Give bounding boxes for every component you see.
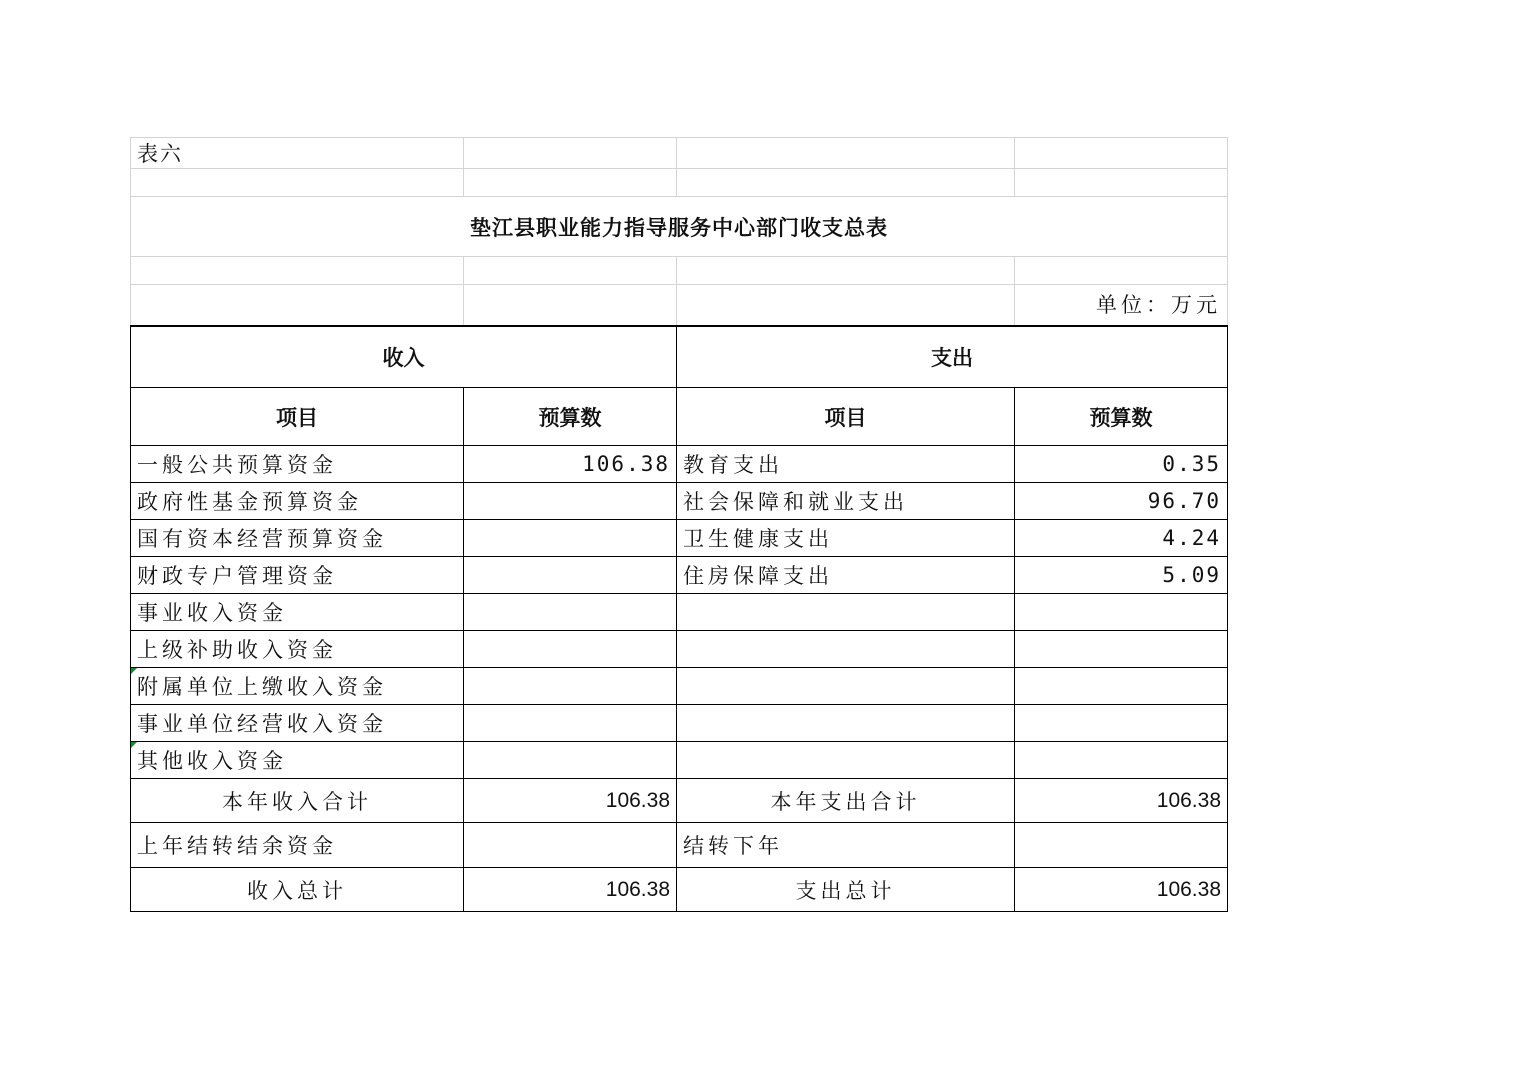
income-total-label: 收入总计 — [131, 868, 464, 912]
empty-cell — [131, 285, 464, 326]
year-expense-label: 本年支出合计 — [677, 779, 1015, 823]
empty-cell — [464, 169, 677, 197]
empty-cell — [464, 138, 677, 169]
expense-value: 5.09 — [1015, 557, 1228, 594]
income-value — [464, 742, 677, 779]
income-item: 国有资本经营预算资金 — [131, 520, 464, 557]
empty-cell — [677, 257, 1015, 285]
expense-item — [677, 594, 1015, 631]
income-value — [464, 594, 677, 631]
table-row — [131, 668, 1228, 705]
income-budget-header: 预算数 — [464, 388, 677, 446]
carry-in-label: 上年结转结余资金 — [131, 823, 464, 868]
empty-cell — [677, 138, 1015, 169]
expense-total-value: 106.38 — [1015, 868, 1228, 912]
table-row — [131, 557, 1228, 594]
unit-label: 单位：万元 — [1015, 285, 1228, 326]
expense-item — [677, 631, 1015, 668]
income-total-value: 106.38 — [464, 868, 677, 912]
table-caption: 表六 — [131, 138, 464, 169]
empty-cell — [1015, 138, 1228, 169]
income-item: 其他收入资金 — [131, 742, 464, 779]
empty-cell — [1015, 169, 1228, 197]
expense-value — [1015, 742, 1228, 779]
income-value — [464, 557, 677, 594]
income-item-header: 项目 — [131, 388, 464, 446]
table-row — [131, 742, 1228, 779]
expense-value — [1015, 631, 1228, 668]
income-value — [464, 631, 677, 668]
year-total-row — [131, 779, 1228, 823]
expense-value: 96.70 — [1015, 483, 1228, 520]
expense-item — [677, 742, 1015, 779]
table-row — [131, 446, 1228, 483]
empty-cell — [677, 169, 1015, 197]
income-item: 事业单位经营收入资金 — [131, 705, 464, 742]
income-header: 收入 — [131, 326, 677, 388]
income-value — [464, 705, 677, 742]
income-item: 政府性基金预算资金 — [131, 483, 464, 520]
carry-out-label: 结转下年 — [677, 823, 1015, 868]
table-row — [131, 594, 1228, 631]
expense-item-header: 项目 — [677, 388, 1015, 446]
expense-value: 0.35 — [1015, 446, 1228, 483]
year-income-value: 106.38 — [464, 779, 677, 823]
table-row — [131, 483, 1228, 520]
carry-out-value — [1015, 823, 1228, 868]
income-value — [464, 668, 677, 705]
table-row — [131, 520, 1228, 557]
income-value — [464, 483, 677, 520]
expense-item: 卫生健康支出 — [677, 520, 1015, 557]
income-item: 附属单位上缴收入资金 — [131, 668, 464, 705]
page-title: 垫江县职业能力指导服务中心部门收支总表 — [131, 197, 1228, 257]
empty-cell — [677, 285, 1015, 326]
expense-item — [677, 668, 1015, 705]
expense-item: 住房保障支出 — [677, 557, 1015, 594]
income-item: 一般公共预算资金 — [131, 446, 464, 483]
table-row — [131, 631, 1228, 668]
budget-sheet — [130, 137, 1228, 912]
expense-header: 支出 — [677, 326, 1228, 388]
empty-cell — [464, 257, 677, 285]
carry-over-row — [131, 823, 1228, 868]
expense-item: 社会保障和就业支出 — [677, 483, 1015, 520]
year-expense-value: 106.38 — [1015, 779, 1228, 823]
expense-value: 4.24 — [1015, 520, 1228, 557]
expense-budget-header: 预算数 — [1015, 388, 1228, 446]
empty-cell — [131, 169, 464, 197]
expense-value — [1015, 668, 1228, 705]
empty-cell — [1015, 257, 1228, 285]
income-value: 106.38 — [464, 446, 677, 483]
expense-total-label: 支出总计 — [677, 868, 1015, 912]
empty-cell — [131, 257, 464, 285]
income-item: 事业收入资金 — [131, 594, 464, 631]
expense-value — [1015, 705, 1228, 742]
carry-in-value — [464, 823, 677, 868]
expense-item — [677, 705, 1015, 742]
income-item: 财政专户管理资金 — [131, 557, 464, 594]
expense-value — [1015, 594, 1228, 631]
expense-item: 教育支出 — [677, 446, 1015, 483]
empty-cell — [464, 285, 677, 326]
income-value — [464, 520, 677, 557]
income-item: 上级补助收入资金 — [131, 631, 464, 668]
grand-total-row — [131, 868, 1228, 912]
table-row — [131, 705, 1228, 742]
year-income-label: 本年收入合计 — [131, 779, 464, 823]
